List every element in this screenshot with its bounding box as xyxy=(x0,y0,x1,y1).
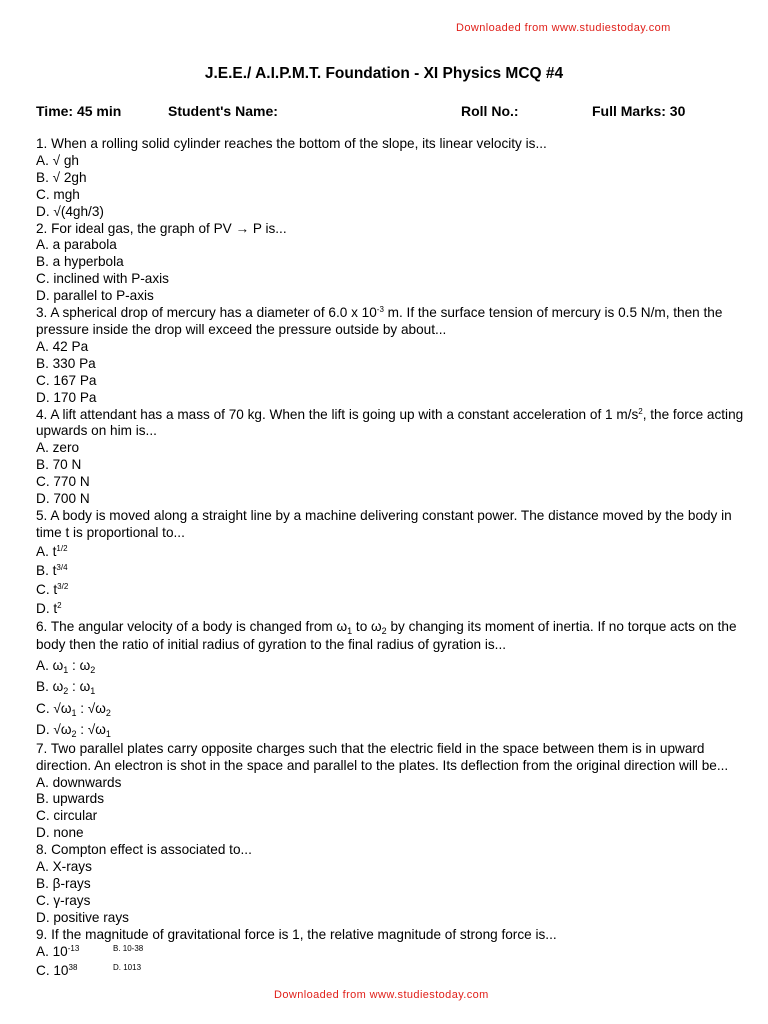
q4-option-c: C. 770 N xyxy=(36,474,90,490)
q5-option-c-text: C. t xyxy=(36,581,58,597)
q9-option-a-text: A. 10 xyxy=(36,943,68,959)
q7-option-c: C. circular xyxy=(36,808,98,824)
q5-option-c-exponent: 3/2 xyxy=(57,581,69,591)
q6-option-a-sub-1: 1 xyxy=(63,664,69,675)
q9-options-row-2 xyxy=(36,963,748,982)
question-1 xyxy=(36,136,748,153)
question-4 xyxy=(36,407,748,441)
question-9 xyxy=(36,927,748,944)
q6-option-a-sub-2: 2 xyxy=(90,664,96,675)
download-note-bottom: Downloaded from www.studiestoday.com xyxy=(274,989,489,1001)
q4-option-b: B. 70 N xyxy=(36,457,82,473)
q6-option-b-text-2: : ω xyxy=(68,679,91,695)
q6-option-d-sub-2: 1 xyxy=(105,729,111,740)
q6-option-c-sub-1: 1 xyxy=(71,707,77,718)
q9-option-c-exponent: 38 xyxy=(68,962,78,972)
question-3-exponent: -3 xyxy=(376,305,384,315)
q6-option-a-text-1: A. ω xyxy=(36,657,64,673)
question-3-text-2: m. If the surface tension of mercury is 0.5 N/m, then the pressure inside the drop will exceed the pressure outside by about... xyxy=(36,305,723,337)
q6-option-b-sub-2: 1 xyxy=(90,686,96,697)
q6-option-c-text-1: C. √ω xyxy=(36,700,72,716)
q9-option-a-exponent: -13 xyxy=(67,943,80,953)
q5-option-a-exponent: 1/2 xyxy=(56,543,68,553)
q9-option-c xyxy=(36,963,77,978)
q6-option-b xyxy=(36,676,748,698)
roll-no-label: Roll No.: xyxy=(461,103,519,119)
q3-option-a: A. 42 Pa xyxy=(36,338,89,354)
question-4-text-2: , the force acting upwards on him is... xyxy=(36,406,744,439)
download-note-top: Downloaded from www.studiestoday.com xyxy=(456,22,671,34)
question-6-text-2: to ω xyxy=(352,618,382,634)
q6-option-c-text-2: : √ω xyxy=(76,700,106,716)
q1-option-d: D. √(4gh/3) xyxy=(36,203,104,219)
q1-option-a: A. √ gh xyxy=(36,152,79,168)
question-3 xyxy=(36,305,748,339)
question-6-text-3: by changing its moment of inertia. If no torque acts on the body then the ratio of initial radius of gyration to the final radius of gyration is... xyxy=(36,618,737,653)
q6-option-d-sub-1: 2 xyxy=(71,729,77,740)
q6-option-c-sub-2: 2 xyxy=(105,707,111,718)
q2-option-a: A. a parabola xyxy=(36,237,117,253)
q6-option-a xyxy=(36,655,748,677)
q1-option-c: C. mgh xyxy=(36,186,80,202)
q5-option-c xyxy=(36,580,748,599)
q8-option-a: A. X-rays xyxy=(36,859,92,875)
q5-option-d-text: D. t xyxy=(36,600,58,616)
q1-option-b: B. √ 2gh xyxy=(36,169,87,185)
time-label: Time: 45 min xyxy=(36,103,122,119)
q5-option-b-exponent: 3/4 xyxy=(56,562,68,572)
q9-options-row-1 xyxy=(36,944,748,963)
q8-option-b: B. β-rays xyxy=(36,876,91,891)
q6-option-d-text-1: D. √ω xyxy=(36,722,72,738)
question-2-text: 2. For ideal gas, the graph of PV → P is... xyxy=(36,220,287,236)
question-9-text: 9. If the magnitude of gravitational force is 1, the relative magnitude of strong force is... xyxy=(36,926,557,942)
question-4-text-1: 4. A lift attendant has a mass of 70 kg. When the lift is going up with a constant acceleration of 1 m/s xyxy=(36,406,639,422)
question-8 xyxy=(36,842,748,859)
q9-option-a xyxy=(36,944,79,959)
q6-option-c xyxy=(36,698,748,720)
q5-option-a-text: A. t xyxy=(36,543,57,559)
question-3-text-1: 3. A spherical drop of mercury has a diameter of 6.0 x 10 xyxy=(36,305,377,321)
q7-option-b: B. upwards xyxy=(36,791,105,807)
q7-option-d: D. none xyxy=(36,825,84,841)
q2-option-b: B. a hyperbola xyxy=(36,254,124,270)
q8-option-c: C. γ-rays xyxy=(36,892,91,908)
q5-option-a xyxy=(36,542,748,561)
question-4-exponent: 2 xyxy=(638,406,643,416)
q6-option-b-sub-1: 2 xyxy=(63,686,69,697)
q5-option-d-exponent: 2 xyxy=(57,600,62,610)
question-1-text: 1. When a rolling solid cylinder reaches the bottom of the slope, its linear velocity is... xyxy=(36,136,547,151)
q8-option-d: D. positive rays xyxy=(36,909,129,925)
question-5-text: 5. A body is moved along a straight line by a machine delivering constant power. The distance moved by the body in time t is proportional to... xyxy=(36,507,732,540)
q4-option-d: D. 700 N xyxy=(36,491,90,507)
question-6-sub-1: 1 xyxy=(347,625,353,636)
q6-option-d xyxy=(36,719,748,741)
question-6-sub-2: 2 xyxy=(381,625,387,636)
q4-option-a: A. zero xyxy=(36,440,80,456)
q6-option-b-text-1: B. ω xyxy=(36,679,64,695)
q3-option-c: C. 167 Pa xyxy=(36,372,97,388)
page-title: J.E.E./ A.I.P.M.T. Foundation - XI Physics MCQ #4 xyxy=(204,65,564,82)
q5-option-d xyxy=(36,599,748,618)
q2-option-c: C. inclined with P-axis xyxy=(36,271,169,287)
question-6 xyxy=(36,618,748,655)
student-name-label: Student's Name: xyxy=(168,103,278,119)
question-7-text: 7. Two parallel plates carry opposite charges such that the electric field in the space between them is in upward direction. An electron is shot in the space and parallel to the plates. Its deflection from the original direction will be... xyxy=(36,740,729,773)
q9-option-d: D. 1013 xyxy=(113,962,142,972)
q9-option-b: B. 10-38 xyxy=(113,943,144,953)
q6-option-a-text-2: : ω xyxy=(68,657,91,673)
q3-option-d: D. 170 Pa xyxy=(36,389,97,405)
question-2 xyxy=(36,221,748,238)
q9-option-c-text: C. 10 xyxy=(36,962,69,978)
question-6-text-1: 6. The angular velocity of a body is changed from ω xyxy=(36,618,348,634)
question-8-text: 8. Compton effect is associated to... xyxy=(36,842,252,858)
q6-option-d-text-2: : √ω xyxy=(76,722,106,738)
q7-option-a: A. downwards xyxy=(36,774,122,790)
q2-option-d: D. parallel to P-axis xyxy=(36,288,154,304)
full-marks-label: Full Marks: 30 xyxy=(592,103,686,119)
q5-option-b xyxy=(36,561,748,580)
q3-option-b: B. 330 Pa xyxy=(36,355,96,371)
question-5 xyxy=(36,508,748,542)
q5-option-b-text: B. t xyxy=(36,562,57,578)
question-list xyxy=(36,136,748,982)
question-7 xyxy=(36,741,748,775)
